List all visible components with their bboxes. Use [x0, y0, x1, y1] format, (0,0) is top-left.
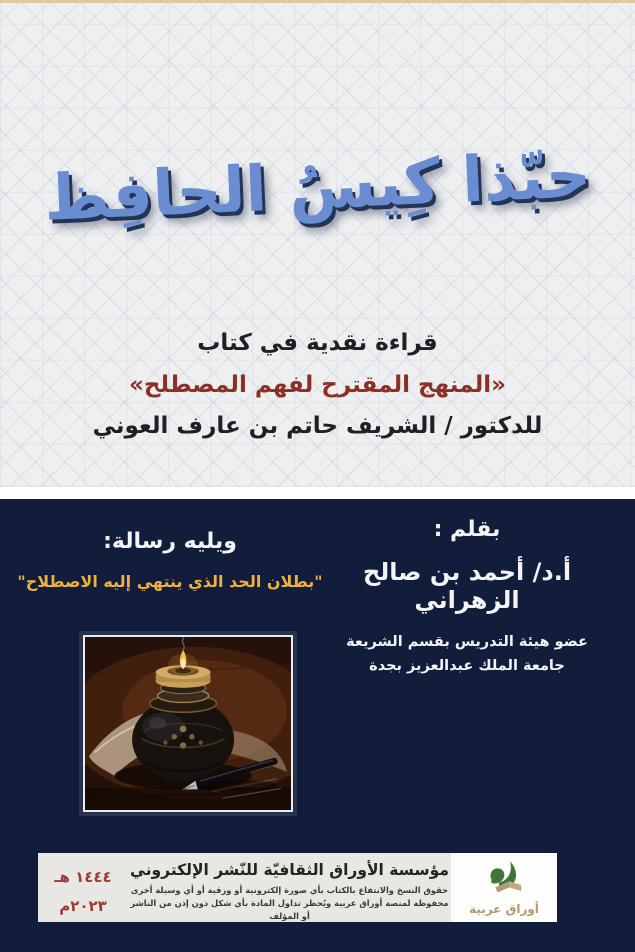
publisher-logo [451, 853, 557, 922]
author-affiliation-1: عضو هيئة التدريس بقسم الشريعة [346, 634, 588, 650]
rights-notice [128, 884, 451, 923]
inkwell-scene-illustration [85, 637, 291, 810]
top-gold-line [0, 0, 635, 3]
appendix-label: ويليه رسالة: [103, 529, 237, 554]
publisher-logo-text: أوراق عربية [469, 902, 539, 916]
subtitle-block [0, 326, 635, 445]
rights-line-2: محفوظة لمنصة أوراق عربية ويُحظر تداول المادة بأي شكل دون إذن من الناشر أو المؤلف [130, 897, 449, 921]
gregorian-year: ٢٠٢٣م [59, 896, 107, 915]
inkwell-quill-photo [83, 635, 293, 812]
criticized-book-author: للدكتور / الشريف حاتم بن عارف العوني [92, 413, 543, 440]
appendix-block [14, 529, 326, 591]
publisher-name: مؤسسة الأوراق الثقافيّة للنّشر الإلكتروني [130, 861, 449, 879]
hijri-year: ١٤٤٤ هـ [54, 868, 112, 886]
awraq-arabiya-logo-icon [473, 859, 535, 901]
criticized-book-title: «المنهج المقترح لفهم المصطلح» [129, 371, 506, 398]
publisher-bar [38, 853, 557, 922]
author-name: أ.د/ أحمد بن صالح الزهراني [362, 558, 572, 614]
book-title: حبّذا كِيسُ الحافِظ [42, 138, 593, 235]
subtitle-intro: قراءة نقدية في كتاب [197, 330, 438, 356]
white-divider [0, 487, 635, 499]
rights-line-1: حقوق النسخ والانتفاع بالكتاب بأي صورة إلكترونية أو ورقية أو أي وسيلة أخرى [130, 885, 449, 895]
dark-section [0, 499, 635, 952]
author-affiliation-2: جامعة الملك عبدالعزيز بجدة [369, 658, 565, 674]
byline-label: بقلم : [433, 517, 501, 542]
publisher-info [128, 853, 451, 922]
byline-block [317, 517, 617, 674]
appendix-title: "بطلان الحد الذي ينتهي إليه الاصطلاح" [17, 572, 323, 591]
publication-dates [38, 853, 128, 922]
